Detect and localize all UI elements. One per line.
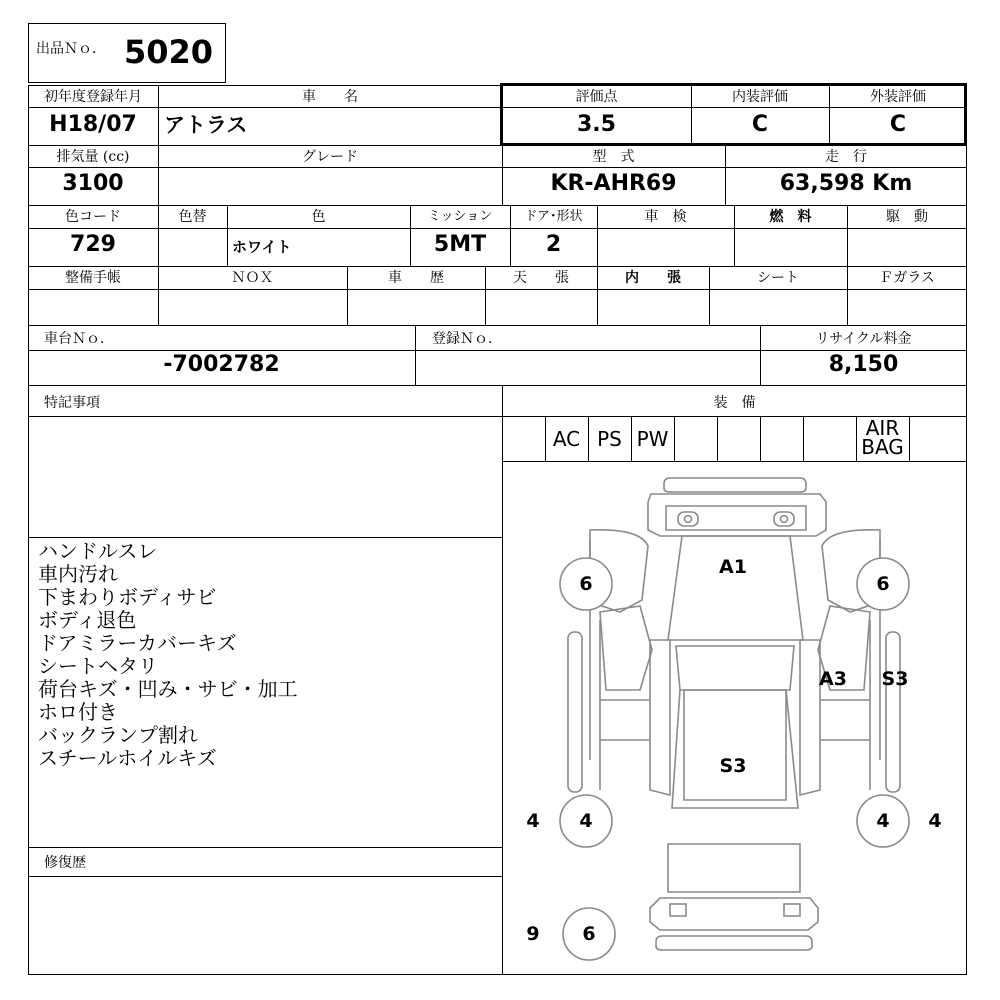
- displacement-value: 3100: [62, 171, 124, 196]
- rule: [28, 228, 967, 229]
- mileage-value: 63,598 Km: [779, 171, 913, 196]
- rule: [415, 325, 416, 385]
- rule: [28, 167, 967, 168]
- lot-number-label: 出品Ｎｏ．: [36, 41, 106, 57]
- equipment-label: 装 備: [713, 395, 756, 411]
- remark-line: ハンドルスレ: [38, 539, 158, 563]
- damage-mark: A1: [719, 556, 747, 578]
- remark-line: スチールホイルキズ: [38, 746, 217, 770]
- interior-grade-label: 内装評価: [732, 89, 788, 105]
- rule: [28, 847, 502, 848]
- color-value: ホワイト: [232, 238, 292, 256]
- inspection-label: 車 検: [644, 209, 687, 225]
- remark-line: 下まわりボディサビ: [38, 585, 217, 609]
- rule: [28, 325, 967, 326]
- recycle-fee-value: 8,150: [828, 352, 899, 377]
- equipment-ac: AC: [552, 427, 581, 451]
- color-label: 色: [311, 209, 326, 225]
- equipment-cell: [717, 420, 760, 458]
- repair-history-label: 修復歴: [44, 855, 86, 871]
- transmission-label: ミッション: [427, 209, 493, 224]
- exterior-grade-label: 外装評価: [870, 89, 926, 105]
- tyre-rear-left-value: 4: [579, 810, 593, 832]
- drive-label: 駆 動: [886, 209, 928, 225]
- displacement-label: 排気量 (cc): [56, 149, 130, 165]
- equipment-cell: [803, 420, 856, 458]
- seat-label: シート: [757, 270, 799, 286]
- remark-line: ボディ退色: [38, 608, 137, 632]
- remark-line: ドアミラーカバーキズ: [38, 631, 237, 655]
- color-code-label: 色コード: [65, 209, 121, 225]
- model-value: KR-AHR69: [550, 171, 677, 196]
- rule: [28, 289, 967, 290]
- equipment-cell: [760, 420, 803, 458]
- color-change-label: 色替: [178, 209, 207, 225]
- vehicle-history-label: 車 歴: [388, 270, 444, 286]
- tyre-rear-right-value: 4: [876, 810, 890, 832]
- equipment-cell: [674, 420, 717, 458]
- remark-line: 車内汚れ: [38, 562, 118, 586]
- equipment-ps: PS: [597, 427, 622, 451]
- color-code-value: 729: [70, 232, 116, 257]
- chassis-number-value: -7002782: [163, 352, 280, 377]
- rule: [28, 385, 967, 386]
- rule: [28, 266, 967, 267]
- damage-mark: A3: [819, 668, 847, 690]
- vehicle-diagram: [503, 462, 966, 974]
- rule: [28, 537, 502, 538]
- rule: [28, 205, 967, 206]
- remark-line: シートヘタリ: [38, 654, 158, 678]
- interior-trim-label: 内 張: [625, 270, 681, 286]
- doors-value: 2: [545, 232, 562, 257]
- outer-rear-left-value: 4: [526, 810, 540, 832]
- interior-grade-value: C: [751, 112, 769, 137]
- remark-line: ホロ付き: [38, 700, 118, 724]
- fuel-label: 燃 料: [769, 209, 812, 225]
- nox-label: ＮＯＸ: [231, 270, 274, 286]
- rule: [28, 876, 502, 877]
- car-name-label: 車 名: [302, 89, 358, 105]
- recycle-fee-label: リサイクル料金: [815, 331, 912, 347]
- damage-mark: S3: [719, 755, 747, 777]
- service-record-label: 整備手帳: [65, 270, 121, 286]
- outer-spare-value: 9: [526, 923, 540, 945]
- tyre-front-right-value: 6: [876, 573, 890, 595]
- first-registration-value: H18/07: [49, 112, 137, 137]
- remarks-label: 特記事項: [44, 395, 100, 411]
- chassis-number-label: 車台Ｎｏ．: [44, 331, 114, 347]
- first-registration-label: 初年度登録年月: [44, 89, 142, 105]
- mileage-label: 走 行: [825, 149, 867, 165]
- grade-label: グレード: [302, 149, 358, 165]
- registration-number-label: 登録Ｎｏ．: [432, 331, 502, 347]
- front-glass-label: Ｆガラス: [879, 270, 935, 286]
- doors-label: ドア･形状: [524, 209, 583, 224]
- tyre-spare-value: 6: [582, 923, 596, 945]
- score-label: 評価点: [575, 89, 618, 105]
- equipment-cell: [909, 420, 967, 458]
- equipment-airbag: AIR BAG: [861, 416, 904, 459]
- outer-rear-right-value: 4: [928, 810, 942, 832]
- score-value: 3.5: [577, 112, 616, 137]
- car-name-value: アトラス: [164, 113, 248, 137]
- model-label: 型 式: [592, 149, 635, 165]
- equipment-cell: [502, 420, 545, 458]
- lot-number-value: 5020: [124, 33, 214, 71]
- tyre-front-left-value: 6: [579, 573, 593, 595]
- rule: [28, 416, 967, 417]
- remark-line: 荷台キズ・凹み・サビ・加工: [38, 677, 298, 701]
- exterior-grade-value: C: [889, 112, 907, 137]
- remark-line: バックランプ割れ: [38, 723, 198, 747]
- headliner-label: 天 張: [513, 270, 569, 286]
- damage-mark: S3: [881, 668, 909, 690]
- equipment-pw: PW: [636, 427, 669, 451]
- transmission-value: 5MT: [433, 232, 487, 257]
